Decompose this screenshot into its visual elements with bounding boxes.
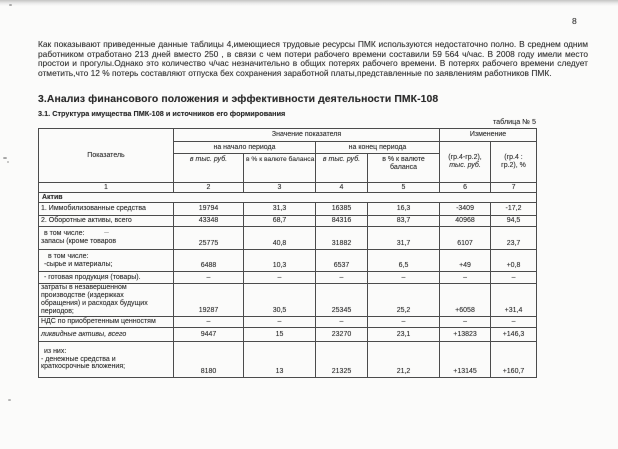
row-label-line: -сырье и материалы; bbox=[44, 260, 113, 268]
table-cell: +0,8 bbox=[491, 250, 537, 272]
column-number: 2 bbox=[174, 183, 244, 193]
table-cell: +13823 bbox=[440, 328, 491, 342]
row-label-line: 2. Оборотные активы, всего bbox=[41, 217, 132, 225]
row-label-line: - денежные средства и bbox=[41, 355, 116, 363]
header-period-end: на конец периода bbox=[316, 142, 440, 154]
table-row-label bbox=[39, 203, 174, 216]
column-number: 1 bbox=[39, 183, 174, 193]
column-number: 7 bbox=[491, 183, 537, 193]
table-cell: 31,3 bbox=[244, 203, 316, 216]
table-cell: 6488 bbox=[174, 250, 244, 272]
table-row-label bbox=[39, 216, 174, 227]
table-cell: +146,3 bbox=[491, 328, 537, 342]
table-cell: 6107 bbox=[440, 227, 491, 250]
table-cell: 21325 bbox=[316, 342, 368, 378]
table-row-label bbox=[39, 227, 174, 250]
column-number: 5 bbox=[368, 183, 440, 193]
table-cell: 6537 bbox=[316, 250, 368, 272]
table-cell: 25775 bbox=[174, 227, 244, 250]
header-unit-percent-end-line1: в % к валюте bbox=[382, 156, 425, 163]
header-unit-percent-start: в % к валюте баланса bbox=[244, 154, 316, 183]
header-row-column-numbers bbox=[39, 183, 537, 193]
table-cell: 8180 bbox=[174, 342, 244, 378]
table-cell: – bbox=[491, 317, 537, 328]
section-heading: 3.Анализ финансового положения и эффективности деятельности ПМК-108 bbox=[38, 94, 439, 105]
table-cell: 23,1 bbox=[368, 328, 440, 342]
row-label-line: из них: bbox=[44, 347, 67, 355]
table-row-label bbox=[39, 284, 174, 317]
table-cell: +6058 bbox=[440, 284, 491, 317]
table-row bbox=[39, 272, 537, 284]
table-cell: – bbox=[440, 272, 491, 284]
table-cell: – bbox=[244, 317, 316, 328]
scan-artifact bbox=[9, 4, 12, 6]
row-label-line: краткосрочные вложения; bbox=[41, 363, 126, 371]
table-row bbox=[39, 227, 537, 250]
row-label-line: периодов; bbox=[41, 307, 74, 315]
header-unit-thousands-end: в тыс. руб. bbox=[316, 154, 368, 183]
table-cell: 83,7 bbox=[368, 216, 440, 227]
table-cell: – bbox=[440, 317, 491, 328]
scan-edge-shadow bbox=[0, 0, 618, 6]
scan-artifact bbox=[8, 399, 11, 401]
table-cell: 23270 bbox=[316, 328, 368, 342]
row-label-line: в том числе: bbox=[48, 252, 89, 260]
table-cell: 6,5 bbox=[368, 250, 440, 272]
table-cell: +160,7 bbox=[491, 342, 537, 378]
table-cell: – bbox=[316, 272, 368, 284]
row-label-line: в том числе: bbox=[44, 230, 85, 238]
table-row-label bbox=[39, 328, 174, 342]
table-cell: 25,2 bbox=[368, 284, 440, 317]
table-cell: 31882 bbox=[316, 227, 368, 250]
table-row-label bbox=[39, 250, 174, 272]
header-change-group: Изменение bbox=[440, 129, 537, 142]
header-period-start: на начало периода bbox=[174, 142, 316, 154]
header-unit-thousands-start: в тыс. руб. bbox=[174, 154, 244, 183]
row-label-line: производстве (издержках bbox=[41, 292, 124, 300]
table-cell: 31,7 bbox=[368, 227, 440, 250]
table-cell: 40,8 bbox=[244, 227, 316, 250]
row-label-line: обращения) и расходах будущих bbox=[41, 300, 148, 307]
row-label-line: - готовая продукция (товары). bbox=[44, 273, 141, 281]
section-label: Актив bbox=[39, 193, 537, 203]
header-unit-percent-end-line2: баланса bbox=[390, 163, 417, 171]
table-row bbox=[39, 216, 537, 227]
table-cell: 43348 bbox=[174, 216, 244, 227]
table-cell: 23,7 bbox=[491, 227, 537, 250]
table-cell: -17,2 bbox=[491, 203, 537, 216]
page-number: 8 bbox=[572, 16, 577, 26]
table-cell: 16,3 bbox=[368, 203, 440, 216]
table-row bbox=[39, 284, 537, 317]
header-change-rel bbox=[491, 142, 537, 183]
table-cell: – bbox=[174, 317, 244, 328]
table-cell: 19287 bbox=[174, 284, 244, 317]
row-label-line: запасы (кроме товаров bbox=[41, 238, 117, 245]
column-number: 6 bbox=[440, 183, 491, 193]
table-cell: – bbox=[368, 272, 440, 284]
body-paragraph: Как показывают приведенные данные таблицы 4,имеющиеся трудовые ресурсы ПМК используются недостаточно полно. В среднем одним работником отработано 213 дней вместо 250 , в связи с чем потери рабочего времени составили 59 564 ч/час. В 2008 году имели место простои и прогулы.Однако это количество ч/час незначительно в общих потерях рабочего времени. В потерях рабочего времени следует отметить,что 12 % потерь составляют отпуска бех сохранения заработной платы,представленные по заявлениям работников ПМК. bbox=[38, 39, 588, 78]
header-change-abs-line1: (гр.4-гр.2), bbox=[448, 154, 482, 162]
table-row bbox=[39, 317, 537, 328]
table-cell: – bbox=[174, 272, 244, 284]
table-cell: – bbox=[244, 272, 316, 284]
table-caption: таблица № 5 bbox=[492, 117, 536, 126]
scan-artifact bbox=[3, 157, 7, 159]
row-label-line: затраты в незавершенном bbox=[41, 284, 127, 292]
header-change-rel-line2: гр.2), % bbox=[501, 162, 526, 169]
header-change-abs bbox=[440, 142, 491, 183]
table-row bbox=[39, 328, 537, 342]
table-cell: 94,5 bbox=[491, 216, 537, 227]
row-label-line: НДС по приобретенным ценностям bbox=[41, 318, 156, 326]
section-row-assets bbox=[39, 193, 537, 203]
header-value-group: Значение показателя bbox=[174, 129, 440, 142]
table-cell: 13 bbox=[244, 342, 316, 378]
table-cell: – bbox=[368, 317, 440, 328]
table-row bbox=[39, 203, 537, 216]
column-number: 3 bbox=[244, 183, 316, 193]
table-row bbox=[39, 250, 537, 272]
column-number: 4 bbox=[316, 183, 368, 193]
header-row-groups bbox=[39, 129, 537, 142]
table-row bbox=[39, 342, 537, 378]
header-unit-percent-end bbox=[368, 154, 440, 183]
header-indicator: Показатель bbox=[39, 129, 174, 183]
scan-artifact bbox=[7, 161, 9, 163]
row-label-line: ликвидные активы, всего bbox=[41, 330, 127, 338]
table-cell: 25345 bbox=[316, 284, 368, 317]
asset-structure-table bbox=[38, 128, 537, 378]
row-label-line: 1. Иммобилизованные средства bbox=[41, 205, 146, 213]
table-cell: 15 bbox=[244, 328, 316, 342]
table-cell: +13145 bbox=[440, 342, 491, 378]
table-row-label bbox=[39, 342, 174, 378]
table-cell: +49 bbox=[440, 250, 491, 272]
table-cell: 40968 bbox=[440, 216, 491, 227]
header-change-rel-line1: (гр.4 : bbox=[504, 154, 523, 162]
table-cell: – bbox=[316, 317, 368, 328]
subsection-heading: 3.1. Структура имущества ПМК-108 и источников его формирования bbox=[38, 109, 286, 118]
header-change-abs-line2: тыс. руб. bbox=[449, 162, 481, 169]
table-cell: +31,4 bbox=[491, 284, 537, 317]
table-cell: 10,3 bbox=[244, 250, 316, 272]
table-row-label bbox=[39, 272, 174, 284]
table-cell: – bbox=[491, 272, 537, 284]
table-cell: 9447 bbox=[174, 328, 244, 342]
table-cell: -3409 bbox=[440, 203, 491, 216]
table-cell: 84316 bbox=[316, 216, 368, 227]
table-cell: 19794 bbox=[174, 203, 244, 216]
table-cell: 68,7 bbox=[244, 216, 316, 227]
table-cell: 16385 bbox=[316, 203, 368, 216]
table-row-label bbox=[39, 317, 174, 328]
table-cell: 21,2 bbox=[368, 342, 440, 378]
table-cell: 30,5 bbox=[244, 284, 316, 317]
